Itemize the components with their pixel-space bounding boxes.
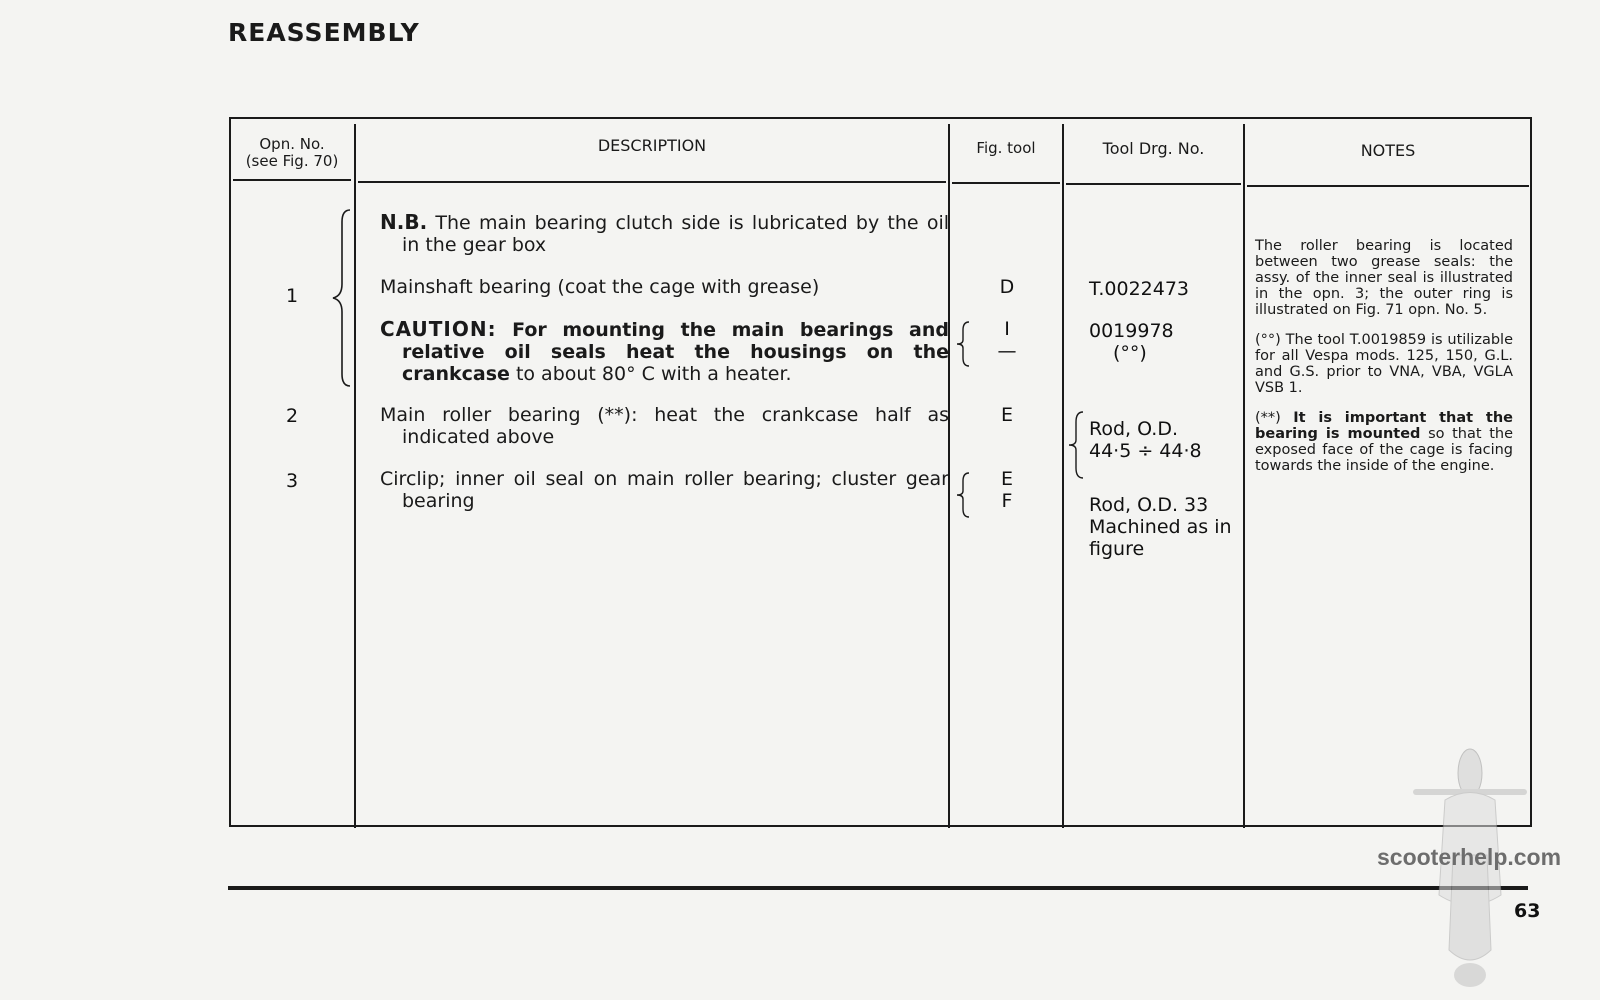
caution-fig-2: — [997,340,1017,362]
header-rule [358,181,946,183]
op3-description: Circlip; inner oil seal on main roller bearing; cluster gear bearing [380,468,949,512]
caution-drg-2: (°°) [1113,342,1147,364]
watermark-text: scooterhelp.com [1377,844,1562,870]
caution-note [380,318,949,385]
op2-drg-brace [1067,410,1085,480]
caution-bold: For mounting the main bearings and relative oil seals heat the housings on the crankcase [402,319,949,385]
op3-fig-brace [955,471,971,519]
notes-column [1255,238,1513,488]
op2-drg-2: 44·5 ÷ 44·8 [1089,440,1202,462]
note-roller-bearing: The roller bearing is located between two grease seals: the assy. of the inner seal is illustrated in the opn. 3; the outer ring is illustrated on Fig. 71 opn. No. 5. [1255,238,1513,318]
opn-number-3: 3 [285,470,299,492]
caution-drg-1: 0019978 [1089,320,1174,342]
note-important [1255,410,1513,474]
left-brace [330,208,354,388]
header-tool-drg: Tool Drg. No. [1102,139,1205,158]
header-rule [1066,183,1241,185]
header-description: DESCRIPTION [597,136,707,155]
op2-drg-1: Rod, O.D. [1089,418,1179,440]
header-opn [233,136,351,170]
opn-number-1: 1 [285,285,299,307]
page-number: 63 [1514,900,1541,922]
note-important-rest: so that the exposed face of the cage is facing towards the inside of the engine. [1255,426,1513,474]
op3-drg-1: Rod, O.D. 33 [1089,494,1209,516]
header-rule [233,179,351,181]
op3-drg-3: figure [1089,538,1145,560]
column-divider [1243,124,1245,828]
caution-fig-brace [955,320,971,368]
caution-rest: to about 80° C with a heater. [509,363,792,385]
column-divider [354,124,356,828]
column-divider [1062,124,1064,828]
page-title: REASSEMBLY [228,18,420,47]
nb-note [380,211,949,256]
note-important-prefix: (**) [1255,410,1294,426]
footer-rule [228,886,1528,890]
op1-fig: D [999,276,1015,298]
op3-fig-2: F [1001,490,1013,512]
nb-label: N.B. [380,210,428,234]
op1-description: Mainshaft bearing (coat the cage with grease) [380,276,820,298]
header-rule [952,182,1060,184]
note-tool-utilizable: (°°) The tool T.0019859 is utilizable for all Vespa mods. 125, 150, G.L. and G.S. prior to VNA, VBA, VGLA VSB 1. [1255,332,1513,396]
op2-description: Main roller bearing (**): heat the crankcase half as indicated above [380,404,949,448]
header-opn-line2: (see Fig. 70) [245,152,339,170]
note-important-bold: It is important that the bearing is mounted [1255,410,1513,442]
header-fig-tool: Fig. tool [976,139,1036,157]
header-opn-line1: Opn. No. [259,135,325,153]
caution-fig-1: I [1004,318,1010,340]
opn-number-2: 2 [285,405,299,427]
op2-fig: E [1000,404,1013,426]
header-rule [1247,185,1529,187]
caution-label: CAUTION: [380,317,497,341]
op3-fig-1: E [1000,468,1013,490]
op3-drg-2: Machined as in [1089,516,1232,538]
op1-drg: T.0022473 [1089,278,1190,300]
header-notes: NOTES [1360,141,1416,160]
nb-text: The main bearing clutch side is lubricated by the oil in the gear box [402,212,949,256]
